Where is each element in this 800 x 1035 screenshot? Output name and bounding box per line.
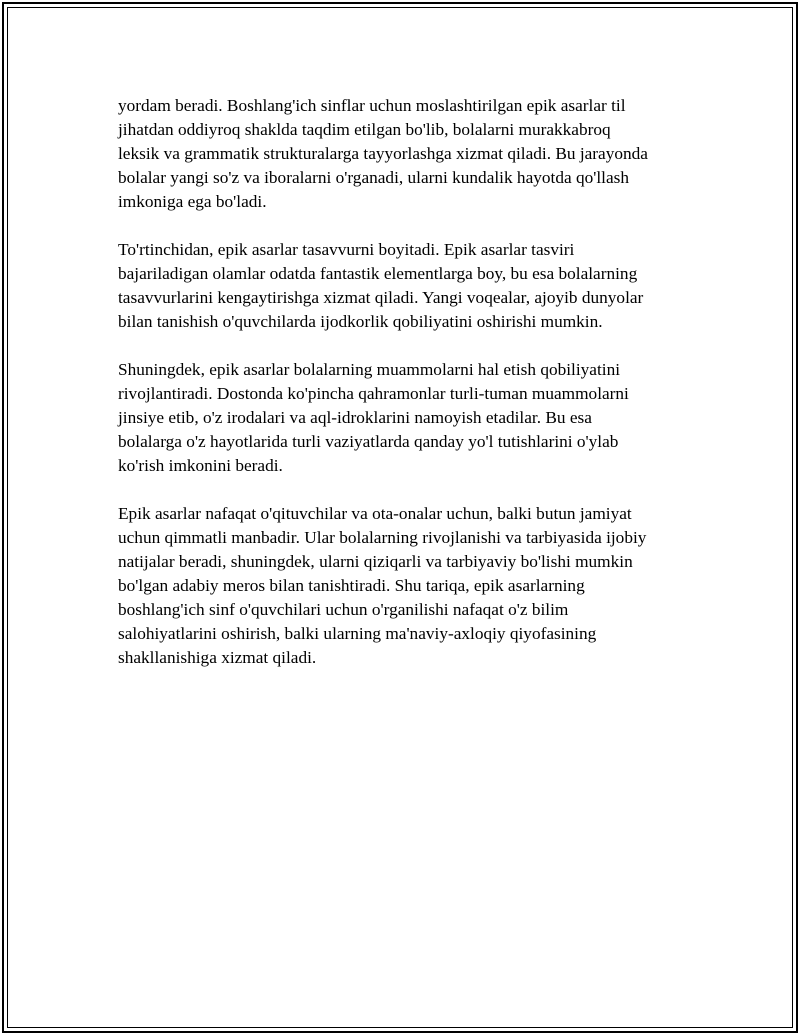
text-line: jihatdan oddiyroq shaklda taqdim etilgan bo'lib, bolalarni murakkabroq: [118, 120, 611, 139]
text-line: jinsiye etib, o'z irodalari va aql-idroklarini namoyish etadilar. Bu esa: [118, 408, 592, 427]
paragraph-3: [118, 358, 678, 478]
paragraph-4: [118, 502, 678, 670]
text-line: salohiyatlarini oshirish, balki ularning ma'naviy-axloqiy qiyofasining: [118, 624, 597, 643]
text-line: ko'rish imkonini beradi.: [118, 456, 283, 475]
text-line: leksik va grammatik strukturalarga tayyorlashga xizmat qiladi. Bu jarayonda: [118, 144, 648, 163]
text-line: uchun qimmatli manbadir. Ular bolalarning rivojlanishi va tarbiyasida ijobiy: [118, 528, 647, 547]
paragraph-2: [118, 238, 678, 334]
text-line: bilan tanishish o'quvchilarda ijodkorlik qobiliyatini oshirishi mumkin.: [118, 312, 603, 331]
text-line: rivojlantiradi. Dostonda ko'pincha qahramonlar turli-tuman muammolarni: [118, 384, 629, 403]
text-line: yordam beradi. Boshlang'ich sinflar uchun moslashtirilgan epik asarlar til: [118, 96, 626, 115]
text-line: Shuningdek, epik asarlar bolalarning muammolarni hal etish qobiliyatini: [118, 360, 621, 379]
text-line: To'rtinchidan, epik asarlar tasavvurni boyitadi. Epik asarlar tasviri: [118, 240, 575, 259]
paragraph-1: [118, 94, 678, 214]
text-line: shakllanishiga xizmat qiladi.: [118, 648, 317, 667]
text-line: bolalar yangi so'z va iboralarni o'rganadi, ularni kundalik hayotda qo'llash: [118, 168, 629, 187]
document-body: [118, 94, 678, 694]
text-line: Epik asarlar nafaqat o'qituvchilar va ota-onalar uchun, balki butun jamiyat: [118, 504, 632, 523]
text-line: imkoniga ega bo'ladi.: [118, 192, 267, 211]
text-line: boshlang'ich sinf o'quvchilari uchun o'rganilishi nafaqat o'z bilim: [118, 600, 569, 619]
text-line: natijalar beradi, shuningdek, ularni qiziqarli va tarbiyaviy bo'lishi mumkin: [118, 552, 633, 571]
text-line: tasavvurlarini kengaytirishga xizmat qiladi. Yangi voqealar, ajoyib dunyolar: [118, 288, 644, 307]
text-line: bolalarga o'z hayotlarida turli vaziyatlarda qanday yo'l tutishlarini o'ylab: [118, 432, 619, 451]
text-line: bo'lgan adabiy meros bilan tanishtiradi. Shu tariqa, epik asarlarning: [118, 576, 585, 595]
text-line: bajariladigan olamlar odatda fantastik elementlarga boy, bu esa bolalarning: [118, 264, 638, 283]
